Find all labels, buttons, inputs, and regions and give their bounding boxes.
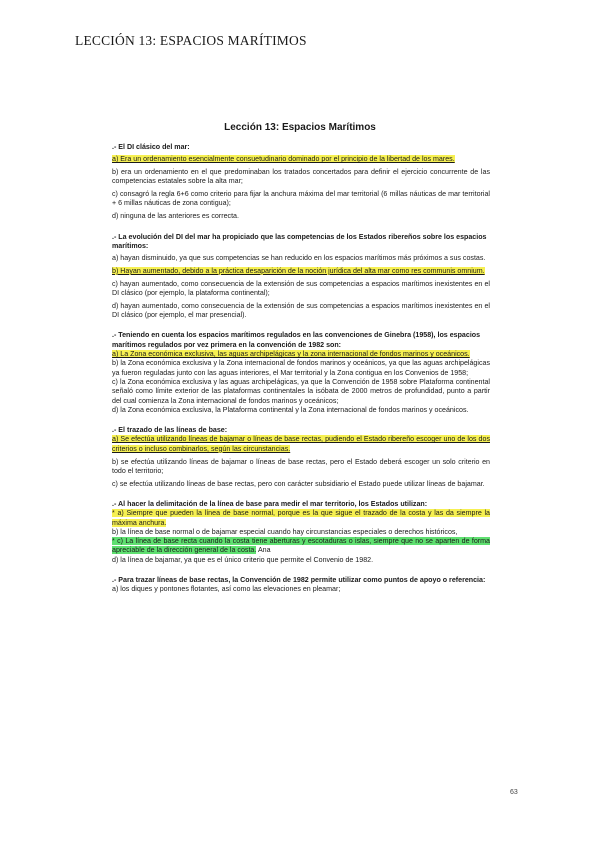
question-3 (112, 331, 490, 415)
question-4 (112, 426, 490, 489)
answer-option: c) la Zona económica exclusiva y las aguas archipelágicas, ya que la Convención de 1958 sobre Plataforma continental señaló como límite exterior de las plataformas continentales la isóbata de 2000 metros de profundidad, punto a partir del cual comienza la Zona internacional de fondos marinos y oceánicos; (112, 377, 490, 405)
document-body (112, 143, 490, 595)
question-title: .- El DI clásico del mar: (112, 143, 190, 151)
answer-option: c) hayan aumentado, como consecuencia de la extensión de sus competencias a espacios marítimos inexistentes en el DI clásico (por ejemplo, la plataforma continental); (112, 279, 490, 298)
question-title: .- Para trazar líneas de base rectas, la Convención de 1982 permite utilizar como puntos de apoyo o referencia: (112, 575, 486, 584)
answer-option: a) los diques y pontones flotantes, así como las elevaciones en pleamar; (112, 585, 341, 594)
question-title: .- El trazado de las líneas de base: (112, 426, 228, 435)
answer-option: d) ninguna de las anteriores es correcta. (112, 212, 239, 221)
answer-highlight-green: * c) La línea de base recta cuando la costa tiene aberturas y escotaduras o islas, siempre que no se aparten de forma apreciable de la dirección general de la costa. (112, 537, 490, 555)
document-title: Lección 13: Espacios Marítimos (224, 122, 376, 133)
answer-option: d) la Zona económica exclusiva, la Plataforma continental y la Zona internacional de fondos marinos y oceánicos. (112, 405, 469, 414)
answer-highlight: * a) Siempre que pueden la línea de base normal, porque es la que sigue el trazado de la costa y las da siempre la máxima anchura. (112, 509, 490, 527)
question-title: .- Al hacer la delimitación de la línea de base para medir el mar territorio, los Estados utilizan: (112, 499, 428, 508)
answer-option: b) se efectúa utilizando líneas de bajamar o líneas de base rectas, pero el Estado deberá escoger un solo criterio en todo el territorio; (112, 457, 490, 475)
answer-option: a) hayan disminuido, ya que sus competencias se han reducido en los espacios marítimos más próximos a sus costas. (112, 254, 486, 263)
answer-option: b) era un ordenamiento en el que predominaban los tratados concertados para definir el ejercicio concurrente de las competencias estatales sobre la alta mar; (112, 168, 490, 186)
answer-highlight: a) La Zona económica exclusiva, las aguas archipelágicas y la zona internacional de fondos marinos y oceánicos. (112, 350, 470, 359)
question-6 (112, 576, 490, 595)
question-5 (112, 500, 490, 565)
answer-highlight: a) Era un ordenamiento esencialmente consuetudinario dominado por el principio de la libertad de los mares. (112, 155, 455, 164)
answer-option: b) la Zona económica exclusiva y la Zona internacional de fondos marinos y oceánicos, ya que las aguas archipelágicas ya fueron reguladas junto con las aguas interiores, el Mar territorial y la Zona contigua en los Convenios de 1958; (112, 359, 490, 377)
question-2 (112, 233, 490, 321)
question-title: .- Teniendo en cuenta los espacios marítimos regulados en las convenciones de Ginebra (1958), los espacios marítimos regulados por vez primera en la convención de 1982 son: (112, 331, 481, 349)
answer-option: d) la línea de bajamar, ya que es el único criterio que permite el Convenio de 1982. (112, 555, 374, 564)
answer-option: c) consagró la regla 6+6 como criterio para fijar la anchura máxima del mar territorial (6 millas náuticas de mar territorial + 6 millas náuticas de zona contigua); (112, 190, 490, 208)
page-number: 63 (510, 789, 518, 796)
running-header: LECCIÓN 13: ESPACIOS MARÍTIMOS (75, 33, 307, 48)
question-title: .- La evolución del DI del mar ha propiciado que las competencias de los Estados ribereños sobre los espacios marítimos: (112, 232, 487, 250)
answer-highlight: a) Se efectúa utilizando líneas de bajamar o líneas de base rectas, pudiendo el Estado ribereño escoger uno de los dos criterios o incluso combinarlos, según las circunstancias. (112, 435, 490, 453)
question-1 (112, 143, 490, 222)
answer-option: d) hayan aumentado, como consecuencia de la extensión de sus competencias a espacios marítimos inexistentes en el DI clásico (por ejemplo, el mar presencial). (112, 301, 490, 320)
answer-highlight: b) Hayan aumentado, debido a la práctica desaparición de la noción jurídica del alta mar como res communis omnium. (112, 266, 485, 275)
answer-option: c) se efectúa utilizando líneas de base rectas, pero con carácter subsidiario el Estado puede utilizar líneas de bajamar. (112, 479, 485, 488)
answer-option: b) la línea de base normal o de bajamar especial cuando hay circunstancias especiales o derechos históricos, (112, 527, 458, 536)
annotation-note: Ana (257, 546, 271, 555)
